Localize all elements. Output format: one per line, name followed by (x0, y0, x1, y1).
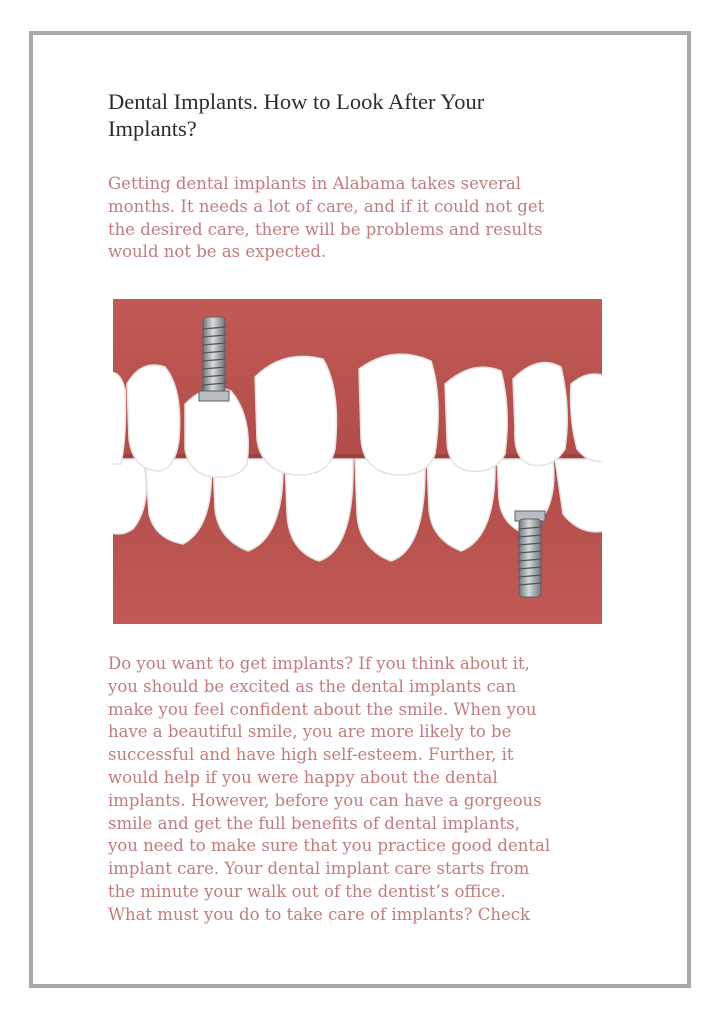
intro-line: would not be as expected. (108, 242, 327, 262)
body-paragraph (108, 653, 618, 927)
title-line-1: Dental Implants. How to Look After Your (108, 89, 485, 114)
body-line: What must you do to take care of implants? Check (108, 904, 530, 924)
title-line-2: Implants? (108, 116, 197, 141)
document-title (108, 88, 628, 142)
body-line: smile and get the full benefits of dental implants, (108, 813, 520, 833)
body-line: you need to make sure that you practice good dental (108, 836, 551, 856)
body-line: would help if you were happy about the dental (108, 767, 498, 787)
lower-implant (515, 511, 545, 597)
body-line: make you feel confident about the smile. When you (108, 699, 537, 719)
body-line: successful and have high self-esteem. Further, it (108, 745, 514, 765)
intro-line: months. It needs a lot of care, and if it could not get (108, 196, 545, 216)
dental-implants-illustration (113, 299, 602, 624)
body-line: you should be excited as the dental implants can (108, 676, 517, 696)
body-line: Do you want to get implants? If you think about it, (108, 654, 530, 673)
intro-line: Getting dental implants in Alabama takes several (108, 174, 521, 193)
body-line: the minute your walk out of the dentist’s office. (108, 881, 506, 901)
body-line: implants. However, before you can have a gorgeous (108, 790, 542, 810)
intro-line: the desired care, there will be problems and results (108, 219, 543, 239)
body-line: have a beautiful smile, you are more likely to be (108, 722, 512, 742)
upper-implant (199, 317, 229, 401)
intro-paragraph (108, 173, 618, 264)
body-line: implant care. Your dental implant care starts from (108, 859, 530, 879)
